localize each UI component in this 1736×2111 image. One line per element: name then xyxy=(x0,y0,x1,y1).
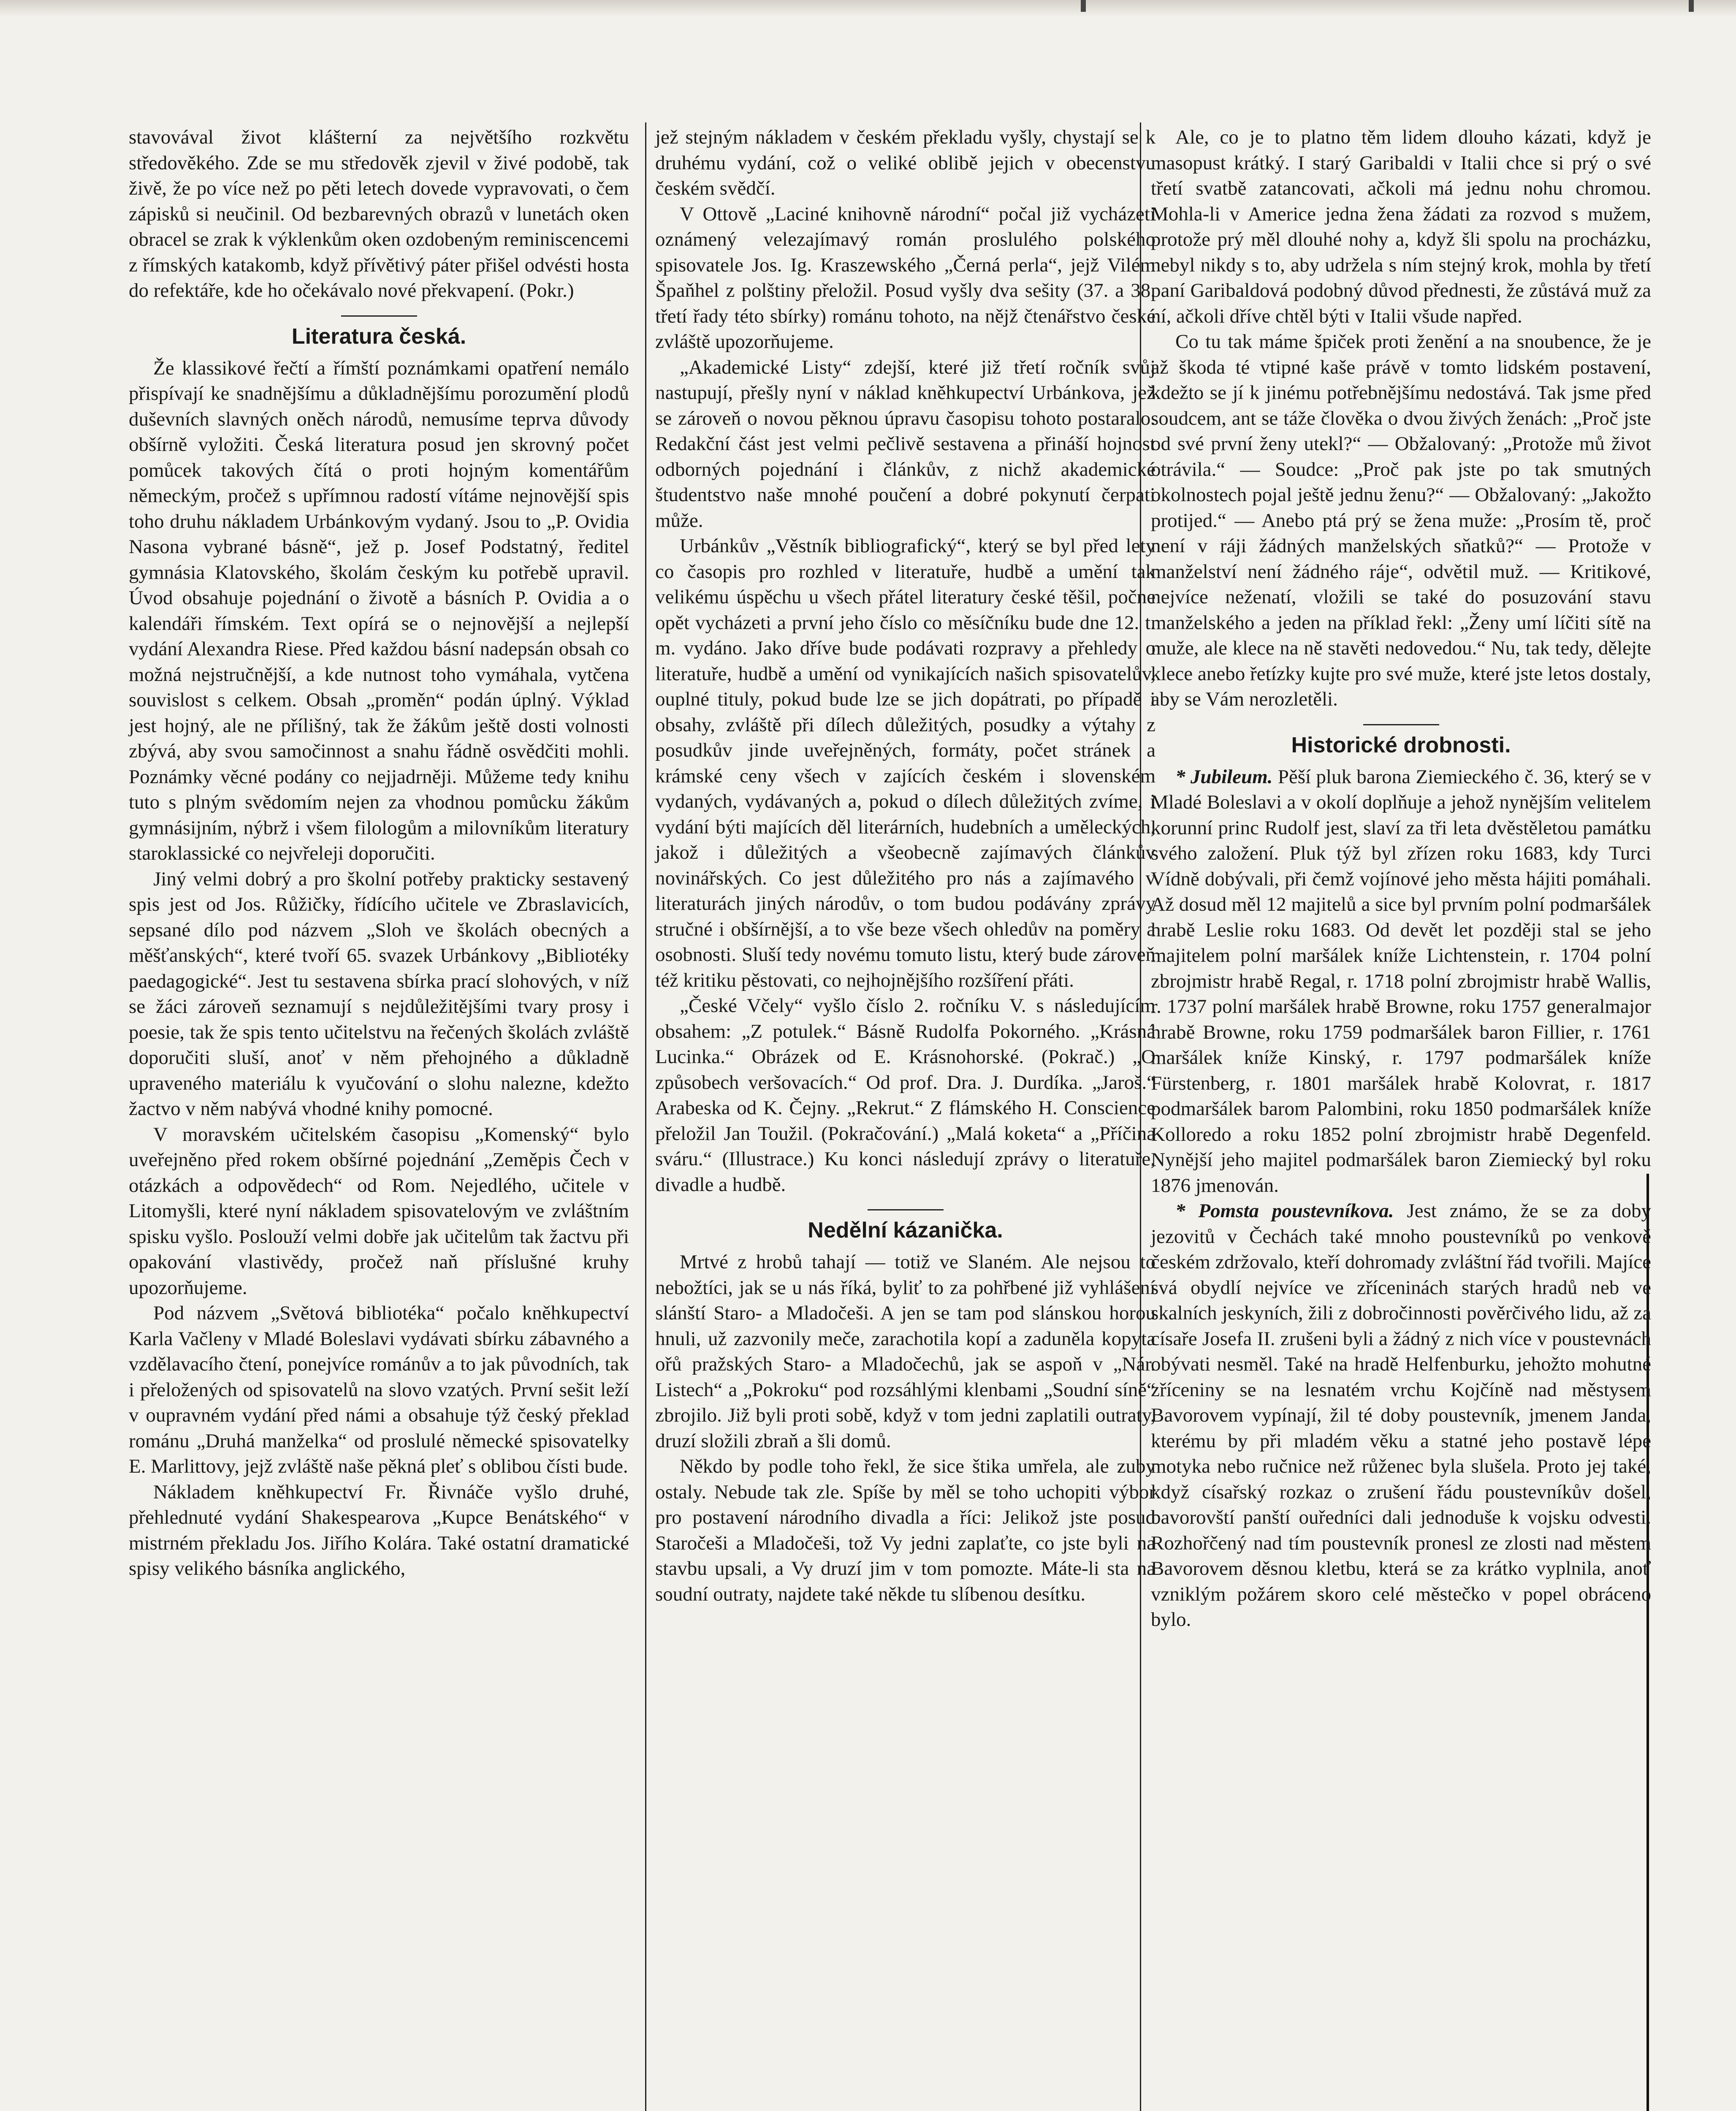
paragraph: Nákladem kněhkupectví Fr. Řivnáče vyšlo druhé, přehlednuté vydání Shakespearova „Kupce Benátského“ v mistrném překladu Jos. Jiřího Kolára. Také ostatní dramatické spisy velikého básníka anglického, xyxy=(129,1481,629,1579)
paragraph xyxy=(1151,764,1651,1199)
paragraph: Co tu tak máme špiček proti ženění a na snoubence, že je až škoda té vtipné kaše právě v tomto lidském postavení, kdežto se jí k jinému potřebnějšímu nedostává. Tak jsme před soudcem, ant se táže člověka o dvou živých ženách: „Proč jste od své první ženy utekl?“ — Obžalovaný: „Protože mů život otrávila.“ — Soudce: „Proč pak jste po tak smutných okolnostech pojal ještě jednu ženu?“ — Obžalovaný: „Jakožto protijed.“ — Anebo ptá prý se žena muže: „Prosím tě, proč není v ráji žádných manželských sňatků?“ — Protože v manželství není žádného ráje“, odvětil muž. — Kritikové, nejvíce neženatí, vložili se také do posuzování stavu manželského a jeden na příklad řekl: „Ženy umí líčiti sítě na muže, ale klece na ně stavěti nedovedou.“ Nu, tak tedy, dělejte klece anebo řetízky kujte pro své muže, které jste letos dostaly, aby se Vám nerozletěli. xyxy=(1151,331,1651,710)
paragraph: Jiný velmi dobrý a pro školní potřeby prakticky sestavený spis jest od Jos. Růžičky, řídícího učitele ve Zbraslavicích, sepsané dílo pod názvem „Sloh ve školách obecných a měšťanských“, které tvoří 65. svazek Urbánkovy „Bibliotéky paedagogické“. Jest tu sestavena sbírka prací slohových, v níž se žáci zároveň seznamují s nejdůležitějšími tvary prosy i poesie, tak že spis tento učitelstvu na řečených školách zvláště doporučiti sluší, anoť v něm přehojného a důkladně upraveného materiálu k vyučování o slohu nalezne, kdežto žactvo v něm nabývá vhodné knihy pomocné. xyxy=(129,868,629,1120)
paragraph: V moravském učitelském časopisu „Komenský“ bylo uveřejněno před rokem obšírné pojednání „Zeměpis Čech v otázkách a odpovědech“ od Rom. Nejedlého, učitele v Litomyšli, které nyní nákladem spisovatelovým ve zvláštním spisku vyšlo. Poslouží velmi dobře jak učitelům tak žactvu při opakování vlastivědy, pročež naň příslušné kruhy upozorňujeme. xyxy=(129,1123,629,1299)
edge-mark xyxy=(1081,0,1086,12)
paragraph xyxy=(1151,1198,1651,1633)
section-rule xyxy=(1363,724,1439,725)
paragraph: Mrtvé z hrobů tahají — totiž ve Slaném. Ale nejsou to nebožtíci, jak se u nás říká, byliť to za pohřbené již vyhlášení slánští Staro- a Mladočeši. A jen se tam pod slánskou horou hnuli, už zazvonily meče, zarachotila kopí a zaduněla kopyta ořů pražských Staro- a Mladočechů, jak se aspoň v „Nár. Listech“ a „Pokroku“ pod rozsáhlými klenbami „Soudní síně“ zbrojilo. Již byli proti sobě, když v tom jedni zaplatili outraty, druzí složili zbraň a šli domů. xyxy=(655,1251,1156,1452)
paragraph: „České Včely“ vyšlo číslo 2. ročníku V. s následujícím obsahem: „Z potulek.“ Básně Rudolfa Pokorného. „Krásná Lucinka.“ Obrázek od E. Krásnohorské. (Pokrač.) „O způsobech veršovacích.“ Od prof. Dra. J. Durdíka. „Jaroš.“ Arabeska od K. Čejny. „Rekrut.“ Z flámského H. Conscience přeložil Jan Toužil. (Pokračování.) „Malá koketa“ a „Příčina sváru.“ (Illustrace.) Ku konci následují zprávy o literatuře, divadle a hudbě. xyxy=(655,995,1156,1196)
paragraph: Že klassikové řečtí a římští poznámkami opatření nemálo přispívají ke snadnějšímu a důkladnějšímu porozumění plodů duševních slavných oněch národů, nemusíme teprva důvody obšírně vyložiti. Česká literatura posud jen skrovný počet pomůcek takových čítá o proti hojným komentářům německým, pročež s upřímnou radostí vítáme nejnovější spis toho druhu nákladem Urbánkovým vydaný. Jsou to „P. Ovidia Nasona vybrané básně“, jež p. Josef Podstatný, ředitel gymnásia Klatovského, školám českým ku potřebě upravil. Úvod obsahuje pojednání o životě a básních P. Ovidia a o kalendáři římském. Text opírá se o nejnovější a nejlepší vydání Alexandra Riese. Před každou básní nadepsán obsah co možná nejstručnější, a kde nutnost toho vymáhala, vytčena souvislost s celkem. Obsah „proměn“ podán úplný. Výklad jest hojný, ale ne přílišný, tak že žákům ještě dosti volnosti zbývá, aby svou samočinnost a snahu řádně osvědčiti mohli. Poznámky věcné podány co nejjadrněji. Můžeme tedy knihu tuto s plným svědomím nejen za vhodnou pomůcku žákům gymnásijním, nýbrž i všem filologům a milovníkům literatury staroklassické co nejvřeleji doporučiti. xyxy=(129,357,629,864)
section-heading-literatura: Literatura česká. xyxy=(291,324,467,349)
section-heading-kazanicka: Nedělní kázanička. xyxy=(808,1218,1003,1243)
paragraph: Urbánkův „Věstník bibliografický“, který se byl před lety co časopis pro rozhled v literatuře, hudbě a umění tak velikému úspěchu u všech přátel literatury české těšil, počne opět vycházeti a první jeho číslo co měsíčníku bude dne 12. t. m. vydáno. Jako dříve bude podávati rozpravy a přehledy o literatuře, hudbě a umění od vynikajících našich spisovatelův, ouplné tituly, pokud bude lze se jich dopátrati, po případě i obsahy, zvláště při dílech důležitých, posudky a výtahy z posudkův jinde uveřejněných, formáty, počet stránek a krámské ceny všech v zajících českém i slovenském vydaných, vydávaných a, pokud o dílech důležitých zvíme, i vydání býti majících děl literárních, hudebních a uměleckých, jakož i důležitých a všeobecně zajímavých článkův novinářských. Co jest důležitého pro nás a zajímavého v literaturách jiných národův, o tom budou podávány zprávy stručné i obšírnější, a to vše beze všech ohledův na poměry a osobnosti. Sluší tedy novému tomuto listu, který bude zároveň též kritiku pěstovati, co nejhojnějšího rozšíření přáti. xyxy=(655,535,1156,991)
paragraph: Ale, co je to platno těm lidem dlouho kázati, když je masopust krátký. I starý Garibaldi v Italii chce si prý o své třetí svatbě zatancovati, ačkoli má jednu nohu chromou. Mohla-li v Americe jedna žena žádati za rozvod s mužem, protože prý měl dlouhé nohy a, když šli spolu na procházku, nebyl nikdy s to, aby udržela s ním stejný krok, mohla by třetí paní Garibaldová podobný důvod přednesti, že zůstává muž za ní, ačkoli dříve chtěl býti v Italii všude napřed. xyxy=(1151,126,1651,327)
item-lead: * Jubileum. xyxy=(1175,765,1273,788)
column-2 xyxy=(655,125,1156,1607)
article-continuation: stavovával život klášterní za největšího rozkvětu středověkého. Zde se mu středověk zjevil v živé podobě, tak živě, že po více než po pěti letech dovede vypravovati, o čem zápisků si neučinil. Od bezbarevných obrazů v lunetách oken obracel se zrak k výklenkům oken ozdobeným reminiscencemi z římských katakomb, když přívětivý páter přišel odvésti hosta do refektáře, kde ho očekávalo nové překvapení. (Pokr.) xyxy=(129,126,629,301)
column-1 xyxy=(129,125,629,1582)
paragraph: „Akademické Listy“ zdejší, které již třetí ročník svůj nastupují, přešly nyní v náklad kněhkupectví Urbánkova, jež se zároveň o novou pěknou úpravu časopisu tohoto postaralo. Redakční část jest velmi pečlivě sestavena a přináší hojnost odborných pojednání i článkův, z nichž akademické študentstvo naše mnohé poučení a dobré pokynutí čerpati může. xyxy=(655,356,1156,532)
item-lead: * Pomsta poustevníkova. xyxy=(1175,1200,1394,1222)
item-text: Pěší pluk barona Ziemieckého č. 36, který se v Mladé Boleslavi a v okolí doplňuje a jehož nynějším velitelem korunní princ Rudolf jest, slaví za tři leta dvěstěletou památku svého založení. Pluk týž byl zřízen roku 1683, kdy Turci Vídně dobývali, při čemž vojínové jeho města hájiti pomáhali. Až dosud měl 12 majitelů a sice byl prvním polní podmaršálek hrabě Leslie roku 1683. Od devět let později stal se jeho majitelem polní maršálek kníže Lichtenstein, r. 1704 polní zbrojmistr hrabě Regal, r. 1718 polní zbrojmistr hrabě Wallis, r. 1737 polní maršálek hrabě Browne, roku 1757 generalmajor hrabě Browne, roku 1759 podmaršálek baron Fillier, r. 1761 maršálek kníže Kinský, r. 1797 podmaršálek kníže Fürstenberg, r. 1801 maršálek hrabě Kolovrat, r. 1817 podmaršálek barom Palombini, roku 1850 podmaršálek kníže Kolloredo a roku 1852 polní zbrojmistr hrabě Degenfeld. Nynější jeho majitel podmaršálek baron Ziemiecký byl roku 1876 jmenován. xyxy=(1151,765,1651,1197)
paragraph: Pod názvem „Světová bibliotéka“ počalo kněhkupectví Karla Vačleny v Mladé Boleslavi vydávati sbírku zábavného a vzdělavacího čtení, ponejvíce románův a to jak původních, tak i přeložených od spisovatelů na slovo vzatých. První sešit leží v oupravném vydání před námi a obsahuje týž český překlad románu „Druhá manželka“ od proslulé německé spisovatelky E. Marlittovy, jejž zvláště naše pěkná pleť s oblibou čísti bude. xyxy=(129,1302,629,1477)
paragraph: V Ottově „Laciné knihovně národní“ počal již vycházeti oznámený velezajímavý román proslulého polského spisovatele Jos. Ig. Kraszewského „Černá perla“, jejž Vilém Špaňhel z polštiny přeložil. Posud vyšly dva sešity (37. a 38. třetí řady této sbírky) románu tohoto, na nějž čtenářstvo české zvláště upozorňujeme. xyxy=(655,203,1156,353)
edge-mark xyxy=(1689,0,1694,12)
section-rule xyxy=(868,1209,944,1210)
paragraph: jež stejným nákladem v českém překladu vyšly, chystají se k druhému vydání, což o veliké oblibě jejich v obecenstvu českém svědčí. xyxy=(655,126,1156,199)
column-divider xyxy=(645,122,646,2111)
paragraph: Někdo by podle toho řekl, že sice štika umřela, ale zuby ostaly. Nebude tak zle. Spíše by měl se toho uchopiti výbor pro postavení národního divadla a říci: Jelikož jste posud Staročeši a Mladočeši, tož Vy jedni zaplaťte, co jste byli na stavbu upsali, a Vy druzí jim v tom pomozte. Máte-li sta na soudní outraty, najdete také někde tu slíbenou desítku. xyxy=(655,1455,1156,1605)
section-rule xyxy=(341,315,417,317)
section-heading-historicke: Historické drobnosti. xyxy=(1291,733,1511,757)
column-3 xyxy=(1151,125,1651,1633)
page-top-edge xyxy=(0,0,1736,17)
item-text: Jest známo, že se za doby jezovitů v Čechách také mnoho poustevníků po venkově českém zdržovalo, kteří dohromady zvláštní řád tvořili. Majíce svá obydlí nejvíce ve zříceninách starých hradů neb ve skalních jeskyních, žili z dobročinnosti pověrčivého lidu, až za císaře Josefa II. zrušeni byli a žádný z nich více v poustevnách obývati nesměl. Také na hradě Helfenburku, jehožto mohutné zříceniny se na lesnatém vrchu Kojčíně nad městysem Bavorovem vypínají, žil té doby poustevník, jmenem Janda, kterému by při mladém věku a statné jeho postavě lépe motyka nebo ručnice než růženec byla slušela. Proto jej také, když císařský rozkaz o zrušení řádu poustevníkův došel, bavorovští panští ouředníci dali jednoduše k vojsku odvesti. Rozhořčený nad tím poustevník pronesl ze zlosti nad městem Bavorovem děsnou kletbu, která se za krátko vyplnila, anoť vzniklým požárem skoro celé městečko v popel obráceno bylo. xyxy=(1151,1200,1652,1631)
